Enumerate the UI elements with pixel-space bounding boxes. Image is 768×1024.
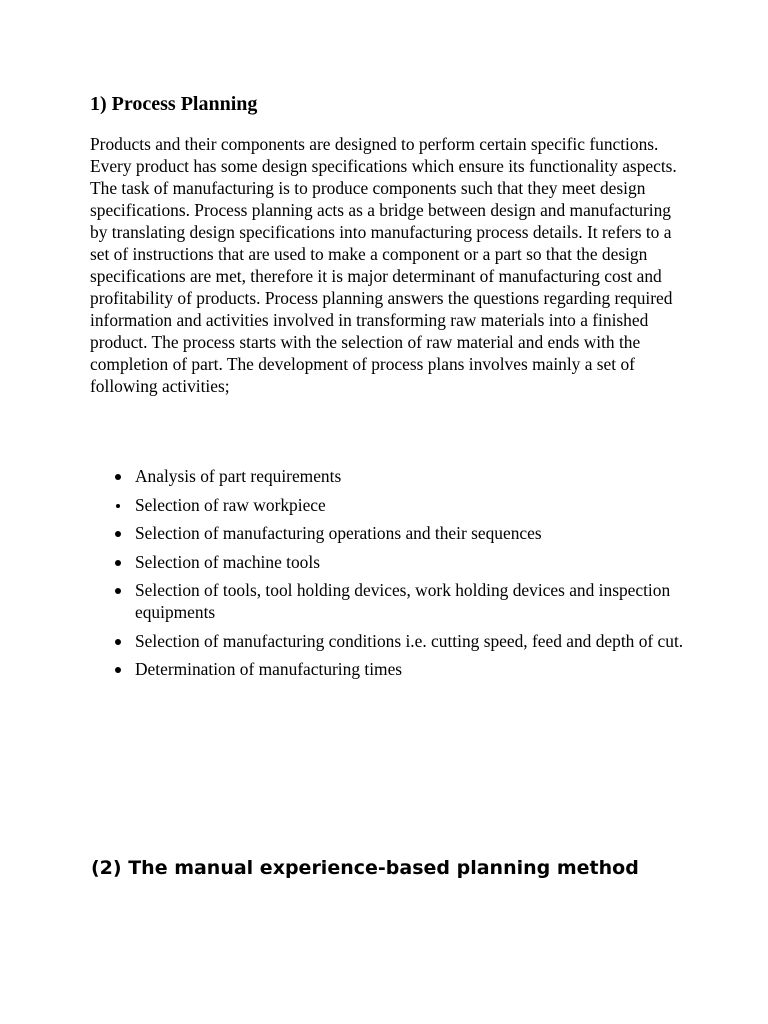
list-item <box>90 494 690 516</box>
intro-paragraph: Products and their components are designed to perform certain specific functions. Every product has some design specifications which ensure its functionality aspects. The task of manufacturing is to produce components such that they meet design specifications. Process planning acts as a bridge between design and manufacturing by translating design specifications into manufacturing process details. It refers to a set of instructions that are used to make a component or a part so that the design specifications are met, therefore it is major determinant of manufacturing cost and profitability of products. Process planning answers the questions regarding required information and activities involved in transforming raw materials into a finished product. The process starts with the selection of raw material and ends with the completion of part. The development of process plans involves mainly a set of following activities; <box>90 134 677 396</box>
list-item-text: Selection of manufacturing operations and their sequences <box>135 523 542 543</box>
list-item <box>90 630 690 652</box>
list-item-text: Selection of machine tools <box>135 551 320 572</box>
bullet-icon <box>115 667 121 673</box>
list-item-text: Analysis of part requirements <box>135 466 342 486</box>
bullet-icon <box>115 560 121 566</box>
list-item-text: Determination of manufacturing times <box>135 659 403 679</box>
section-1-title: 1) Process Planning <box>90 93 258 115</box>
list-item <box>90 465 690 487</box>
list-item <box>90 522 690 544</box>
list-item-text: Selection of tools, tool holding devices, work holding devices and inspection equipments <box>135 580 671 622</box>
bullet-icon <box>115 531 121 537</box>
section-2-title: (2) The manual experience-based planning method <box>91 857 639 879</box>
bullet-icon <box>115 474 121 480</box>
activities-list <box>90 465 690 687</box>
list-item-text: Selection of raw workpiece <box>135 494 326 515</box>
bullet-icon <box>115 639 121 645</box>
list-item-text: Selection of manufacturing conditions i.e. cutting speed, feed and depth of cut. <box>135 630 684 651</box>
bullet-icon <box>115 588 121 594</box>
list-item <box>90 579 690 623</box>
list-item <box>90 658 690 680</box>
bullet-icon <box>116 504 120 508</box>
list-item <box>90 551 690 573</box>
